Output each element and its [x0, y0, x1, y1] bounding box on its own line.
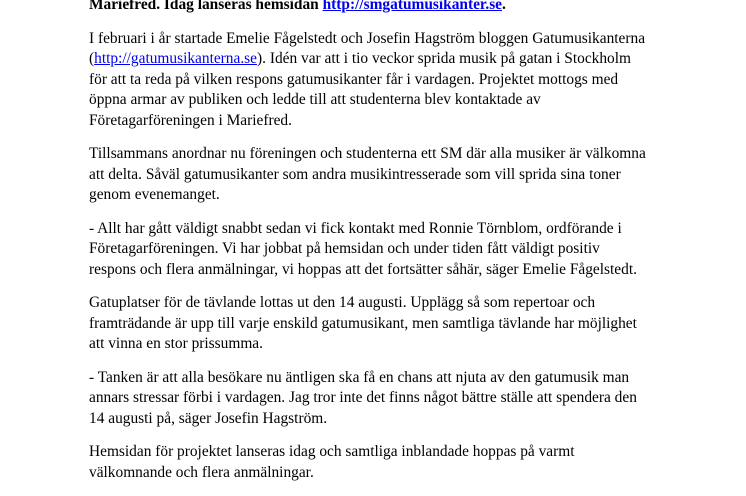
paragraph-intro-before: I februari i år startade Emelie Fågelstedt och Josefin Hagström bloggen Gatumusikanterna ( — [89, 29, 646, 67]
press-release-body — [89, 0, 649, 496]
paragraph-intro-after: ). Idén var att i tio veckor sprida musik på gatan i Stockholm för att ta reda på vilken respons gatumusikanter får i vardagen. Projektet mottogs med öppna armar av publiken och ledde till att studenterna blev kontaktade av Företagarföreningen i Mariefred. — [89, 50, 631, 129]
smgatumusikanter-link[interactable]: http://smgatumusikanter.se — [322, 0, 503, 13]
paragraph-gatuplatser: Gatuplatser för de tävlande lottas ut den 14 augusti. Upplägg så som repertoar och framträdande är upp till varje enskild gatumusikant, men samtliga tävlande har möjlighet att vinna en stor prissumma. — [89, 294, 637, 352]
paragraph-intro — [89, 29, 649, 132]
paragraph-quote-josefin: - Tanken är att alla besökare nu äntligen ska få en chans att njuta av den gatumusik man annars stressar förbi i vardagen. Jag tror inte det finns något bättre ställe att spendera den 14 augusti på, säger Josefin Hagström. — [89, 368, 637, 427]
lead-text: Mariefred. Idag lanseras hemsidan — [89, 0, 323, 13]
paragraph-hemsidan: Hemsidan för projektet lanseras idag och samtliga inblandade hoppas på varmt välkomnande och flera anmälningar. — [89, 443, 575, 481]
paragraph-quote-emelie: - Allt har gått väldigt snabbt sedan vi fick kontakt med Ronnie Törnblom, ordförande i Företagarföreningen. Vi har jobbat på hemsidan och under tiden fått väldigt positiv respons och flera anmälningar, vi hoppas att det fortsätter såhär, säger Emelie Fågelstedt. — [89, 219, 637, 278]
gatumusikanterna-link[interactable]: http://gatumusikanterna.se — [94, 50, 257, 67]
lead-paragraph — [89, 0, 649, 16]
paragraph-sm: Tillsammans anordnar nu föreningen och studenterna ett SM där alla musiker är välkomna att delta. Såväl gatumusikanter som andra musikintresserade som vill sprida sina toner genom evenemanget. — [89, 145, 646, 203]
lead-after: . — [502, 0, 506, 13]
